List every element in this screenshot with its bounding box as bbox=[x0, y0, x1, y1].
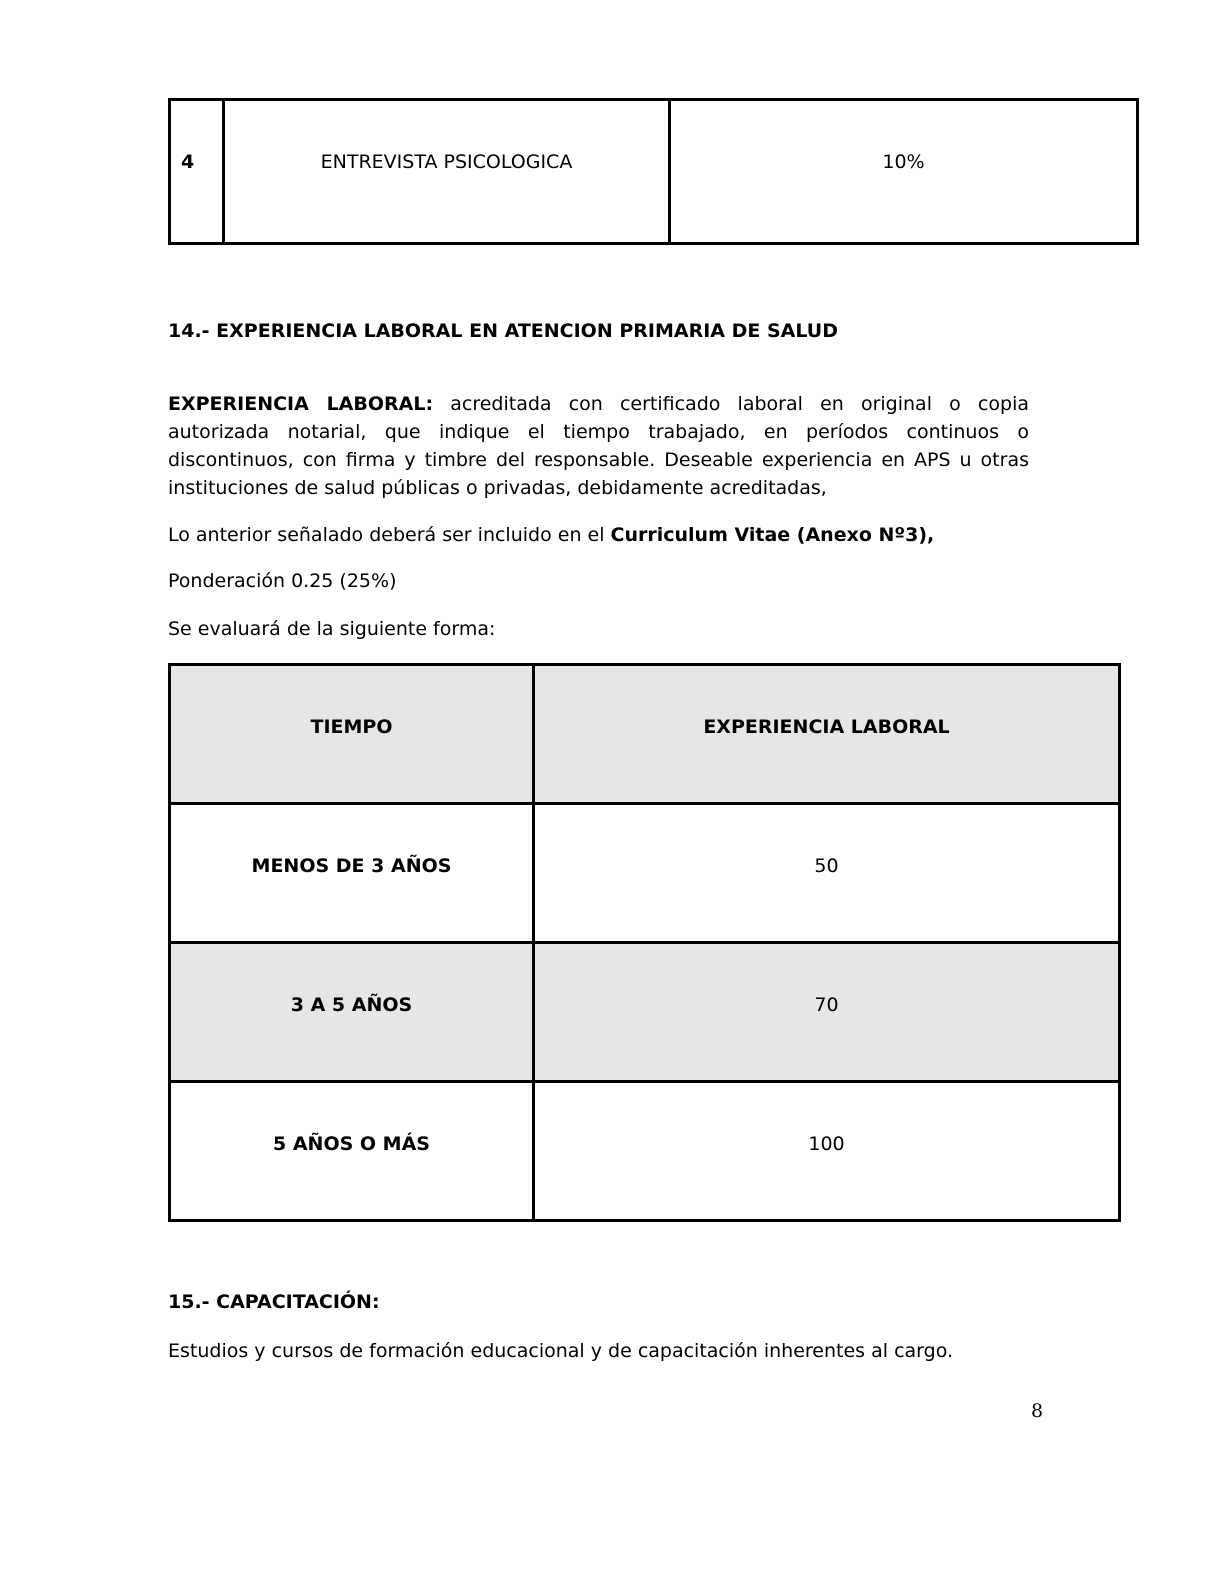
row-valor: 70 bbox=[534, 943, 1120, 1082]
cv-paragraph bbox=[168, 521, 934, 549]
item-number: 4 bbox=[170, 100, 224, 244]
header-experiencia: EXPERIENCIA LABORAL bbox=[534, 665, 1120, 804]
row-tiempo: 3 A 5 AÑOS bbox=[170, 943, 534, 1082]
section-14-heading: 14.- EXPERIENCIA LABORAL EN ATENCION PRIMARIA DE SALUD bbox=[168, 320, 838, 342]
cv-bold: Curriculum Vitae (Anexo Nº3), bbox=[610, 524, 935, 546]
table-row bbox=[170, 804, 1120, 943]
table-header-row bbox=[170, 665, 1120, 804]
section-15-heading: 15.- CAPACITACIÓN: bbox=[168, 1291, 380, 1313]
evaluation-intro: Se evaluará de la siguiente forma: bbox=[168, 618, 496, 640]
experience-text: acreditada con certificado laboral en original o copia autorizada notarial, que indique el tiempo trabajado, en períodos continuos o discontinuos, con firma y timbre del responsable. Deseable experiencia en APS u otras instituciones de salud públicas o privadas, debidamente acreditadas, bbox=[168, 393, 1029, 499]
row-valor: 100 bbox=[534, 1082, 1120, 1221]
page-number: 8 bbox=[1031, 1400, 1044, 1422]
experience-paragraph bbox=[168, 390, 1029, 502]
row-tiempo: 5 AÑOS O MÁS bbox=[170, 1082, 534, 1221]
row-valor: 50 bbox=[534, 804, 1120, 943]
evaluation-items-table bbox=[168, 98, 1139, 245]
row-tiempo: MENOS DE 3 AÑOS bbox=[170, 804, 534, 943]
ponderacion-text: Ponderación 0.25 (25%) bbox=[168, 570, 397, 592]
cv-text: Lo anterior señalado deberá ser incluido en el bbox=[168, 524, 611, 546]
item-percent: 10% bbox=[670, 100, 1138, 244]
item-name: ENTREVISTA PSICOLOGICA bbox=[224, 100, 670, 244]
experience-table bbox=[168, 663, 1121, 1222]
table-row bbox=[170, 1082, 1120, 1221]
header-tiempo: TIEMPO bbox=[170, 665, 534, 804]
capacitacion-text: Estudios y cursos de formación educacional y de capacitación inherentes al cargo. bbox=[168, 1340, 954, 1362]
table-row bbox=[170, 100, 1138, 244]
table-row bbox=[170, 943, 1120, 1082]
experience-label: EXPERIENCIA LABORAL: bbox=[168, 393, 434, 415]
